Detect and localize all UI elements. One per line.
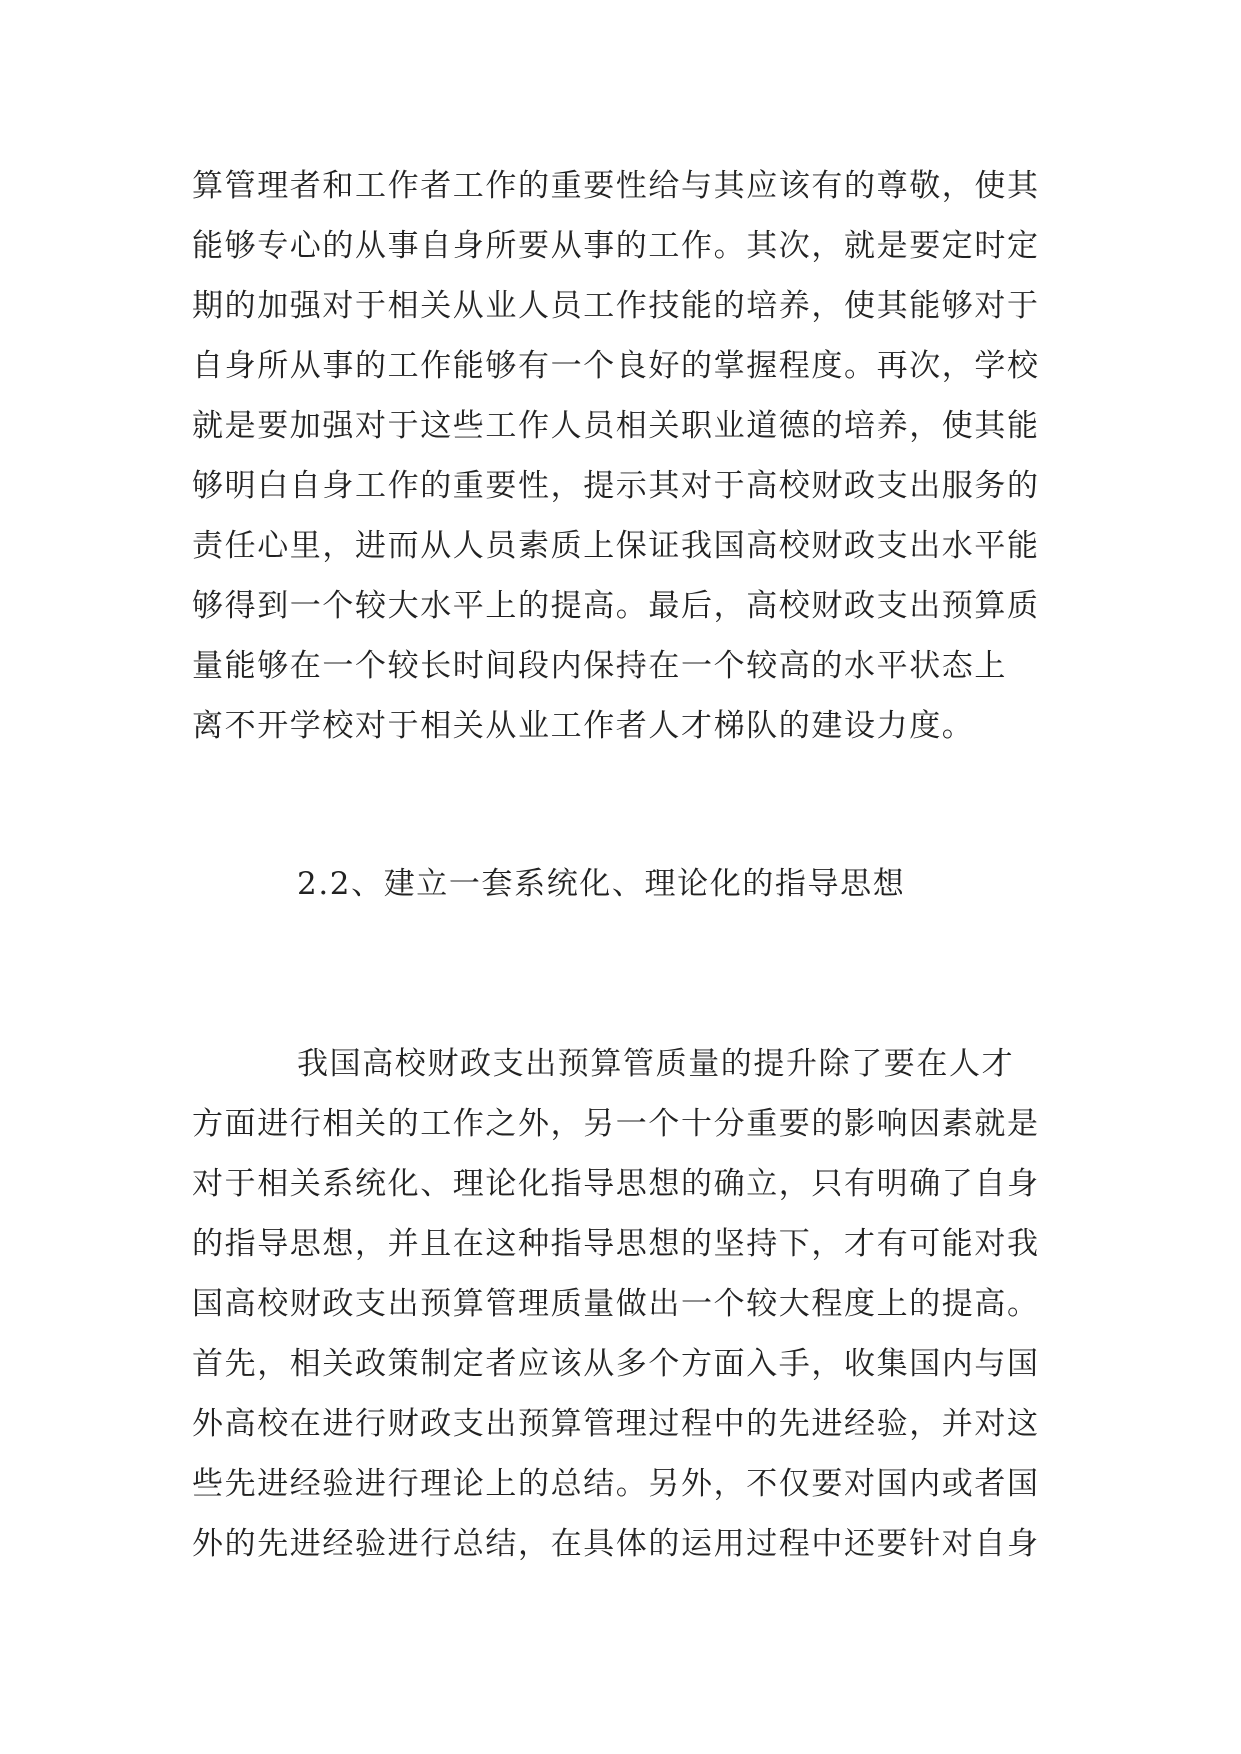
- paragraph-line: 对于相关系统化、理论化指导思想的确立，只有明确了自身: [192, 1166, 1040, 1202]
- paragraph-line: 期的加强对于相关从业人员工作技能的培养，使其能够对于: [192, 288, 1040, 324]
- paragraph-line: 够得到一个较大水平上的提高。最后，高校财政支出预算质: [192, 588, 1040, 624]
- paragraph-line: 些先进经验进行理论上的总结。另外，不仅要对国内或者国: [192, 1466, 1040, 1502]
- paragraph-line: 量能够在一个较长时间段内保持在一个较高的水平状态上: [192, 648, 1007, 684]
- paragraph-line: 就是要加强对于这些工作人员相关职业道德的培养，使其能: [192, 408, 1040, 444]
- paragraph-line: 我国高校财政支出预算管质量的提升除了要在人才: [297, 1046, 1015, 1082]
- paragraph-line: 外的先进经验进行总结，在具体的运用过程中还要针对自身: [192, 1526, 1040, 1562]
- paragraph-line: 外高校在进行财政支出预算管理过程中的先进经验，并对这: [192, 1406, 1040, 1442]
- paragraph-line: 离不开学校对于相关从业工作者人才梯队的建设力度。: [192, 708, 975, 744]
- section-heading: 2.2、建立一套系统化、理论化的指导思想: [297, 866, 906, 902]
- paragraph-line: 自身所从事的工作能够有一个良好的掌握程度。再次，学校: [192, 348, 1040, 384]
- paragraph-line: 责任心里，进而从人员素质上保证我国高校财政支出水平能: [192, 528, 1040, 564]
- paragraph-line: 国高校财政支出预算管理质量做出一个较大程度上的提高。: [192, 1286, 1040, 1322]
- paragraph-line: 首先，相关政策制定者应该从多个方面入手，收集国内与国: [192, 1346, 1040, 1382]
- paragraph-line: 够明白自身工作的重要性，提示其对于高校财政支出服务的: [192, 468, 1040, 504]
- paragraph-line: 方面进行相关的工作之外，另一个十分重要的影响因素就是: [192, 1106, 1040, 1142]
- paragraph-line: 的指导思想，并且在这种指导思想的坚持下，才有可能对我: [192, 1226, 1040, 1262]
- paragraph-line: 算管理者和工作者工作的重要性给与其应该有的尊敬，使其: [192, 168, 1040, 204]
- paragraph-line: 能够专心的从事自身所要从事的工作。其次，就是要定时定: [192, 228, 1040, 264]
